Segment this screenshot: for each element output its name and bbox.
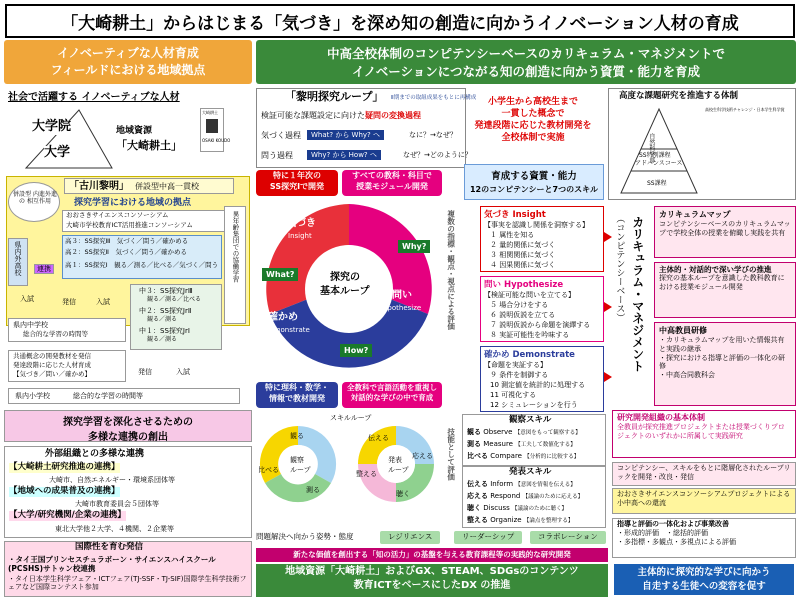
happyo-row-1: [467, 480, 576, 488]
shougaku-l2: 一貫した概念で: [501, 109, 565, 120]
callout-2: [342, 170, 442, 196]
happyo-row-1-desc: 【意図を情報を伝える】: [515, 482, 576, 488]
vert-label-2: 技能として評価: [446, 428, 456, 481]
deepen-line2: 多様な連携の創出: [88, 432, 168, 443]
cm-sub: （コンピテンシーベース）: [614, 214, 625, 322]
osaki-logo: [200, 108, 231, 152]
insight-item-4: ４ 因果関係に気づく: [490, 261, 556, 269]
shishitsu-box: [464, 164, 604, 200]
center-section-header: [256, 40, 796, 84]
shido-line1: ・形成的評価 ・総括的評価: [617, 529, 708, 538]
kizuku-kakei: 気づく過程: [261, 131, 301, 140]
loop-kizuki: 気づき: [286, 218, 316, 229]
happyo-row-2-desc: 【議論のために応える】: [522, 494, 584, 500]
kansatsu-row-2: [467, 440, 576, 448]
school-name: 「古川黎明」: [69, 181, 129, 192]
shishitsu-sub: 12のコンピテンシーと7つのスキル: [469, 185, 599, 194]
insight-head: 気づき Insight: [484, 210, 546, 220]
kizuku-q2: なに？→なぜ？: [409, 131, 457, 139]
callout-4-a: 全教科で言語活動を重視し: [347, 383, 437, 392]
deepen-header: [4, 410, 252, 442]
demo-item-12: 12 シミュレーションを行う: [490, 401, 578, 409]
shougaku-l4: 全校体制で実施: [501, 133, 565, 144]
kokusai-line1: ・タイ王国プリンセスチュラボーン・サイエンスハイスクール(PCSHS)サトゥン校連携: [8, 555, 216, 573]
loop-center-1: 探究の: [330, 272, 360, 283]
attitude-b: レジリエンス: [380, 531, 440, 544]
taisei-note-a: 高校生科学技術チャレンジ・日本学生科学賞: [705, 107, 785, 112]
ikou-box: [224, 206, 246, 324]
shougaku-l3: 発達段階に応じた教材開発を: [474, 121, 592, 132]
callout-2-b: 授業モジュール開発: [356, 181, 428, 191]
page-title-text: 「大崎耕土」からはじまる「気づき」を深め知の創造に向かうイノベーション人材の育成: [61, 13, 739, 34]
demo-box: [480, 346, 604, 412]
obs-center-1: 観察: [290, 456, 304, 464]
renkei-side-text: 併設型 内進外進の 相互作用: [13, 191, 57, 205]
gaibu-b1-sub: 大崎市、自然エネルギー・環境系団体等: [49, 476, 175, 484]
page-title: [5, 4, 795, 38]
pres-kiku: 聴く: [396, 490, 410, 498]
gaibu-b2-sub: 大崎市教育委員会５団体等: [75, 500, 159, 508]
kansatsu-row-1: [467, 428, 581, 436]
chuko-b2: ・探究における指導と評価の一体化の研修: [659, 353, 785, 371]
kyotsu-line2: 発達段階に応じた人材育成: [13, 361, 91, 369]
reimei-box: [256, 88, 477, 168]
taisei-notes: [705, 107, 793, 197]
loop-insight: Insight: [288, 232, 312, 240]
kennai-sho-label: 県内小学校: [15, 392, 50, 400]
loop-center-2: 基本ループ: [320, 286, 370, 297]
happyo-row-3-desc: 【議論のために聴く】: [512, 506, 568, 512]
bottom-line2: 教育ICTをベースにしたDX の推進: [353, 580, 511, 591]
resource-name: 「大崎耕土」: [116, 139, 182, 152]
left-header-line1: イノベーティブな人材育成: [57, 46, 199, 60]
demo-item-11: 11 可視化する: [490, 391, 537, 399]
kizuku-q: What? から Why? へ: [307, 130, 384, 140]
happyo-row-4-jp: 整える: [467, 516, 488, 524]
callout-1: [256, 170, 338, 196]
happyo-row-3-jp: 聴く: [467, 504, 481, 512]
callout-3-a: 特に理科・数学・: [265, 383, 329, 392]
callout-1-a: 特に１年次の: [273, 171, 321, 180]
hs-row-2: 高２：SS探究Ⅱ 気づく／問う／確かめる: [65, 248, 187, 256]
callout-3-b: 情報で教材開発: [269, 393, 325, 403]
osaki-sc-text: おおさきサイエンスコンソーシアムプロジェクトによる小中高への還流: [617, 490, 791, 508]
center-header-line1: 中高全校体制のコンピテンシーベースのカリキュラム・マネジメントで: [327, 46, 725, 61]
kyotsu-line1: 共通概念の開発教材を発信: [13, 352, 91, 360]
tou-q: Why? から How? へ: [307, 150, 381, 160]
final-line1: 主体的に探究的な学びに向かう: [637, 567, 771, 578]
obs-center-2: ループ: [290, 466, 311, 474]
hypo-box: [480, 276, 604, 342]
shutai-title: 主体的・対話的で深い学びの推進: [659, 265, 772, 274]
consortium-box: [62, 210, 246, 232]
insight-item-3: ３ 相関関係に気づく: [490, 251, 556, 259]
taisei-title: 高度な課題研究を推進する体制: [619, 91, 739, 101]
obs-miru: 観る: [290, 432, 304, 440]
vert-label-2-box: [444, 424, 458, 504]
arrow-to-cm-2: [604, 302, 612, 312]
happyo-row-1-en: Inform: [490, 480, 514, 488]
chi-text: 新たな価値を創出する「知の活力」の基盤を与える教育課程等の実践的な研究開発: [293, 550, 571, 559]
kenkyu-box: [612, 410, 796, 458]
renkei-label: 連携: [34, 264, 54, 274]
insight-box: [480, 206, 604, 272]
hypo-item-6: ６ 説明仮説を立てる: [490, 311, 556, 319]
kyotsu-line3: 【気づき／問い／確かめ】: [13, 370, 91, 378]
reimei-kensho: [261, 111, 421, 120]
reimei-note: Ⅱ期までの取組成果をもとに再構成: [391, 95, 477, 101]
attitude-bar: [256, 530, 608, 548]
pyramid-top: 自然科学部: [647, 133, 655, 163]
kokusai-box: [4, 541, 252, 597]
cm-map-title: カリキュラムマップ: [659, 210, 731, 219]
jhs-row-2-skills: 観る／測る: [147, 316, 178, 323]
cm-map-body: コンピテンシーベースのカリキュラムマップで学校全体の授業を俯瞰し実践を共有: [659, 220, 791, 237]
pyramid-mid2: アドバンスコース: [635, 160, 683, 167]
left-section-header: [4, 40, 252, 84]
hypo-intro: 【検証可能な問いを立てる】: [484, 291, 575, 299]
gaibu-b2: 【地域への成果普及の連携】: [9, 486, 120, 496]
left-header-line2: フィールドにおける地域拠点: [50, 62, 206, 77]
attitude-d: コラボレーション: [530, 531, 606, 544]
loop-toi: 問い: [392, 290, 412, 301]
vert-label-1: 複数の指標・観点・視点による評価: [446, 210, 456, 330]
reimei-kensho-red: 疑問の変換過程: [365, 111, 421, 120]
kennai-chu-box: [8, 318, 126, 342]
chuko-b1: ・カリキュラムマップを用いた情報共有と実践の継承: [659, 336, 785, 353]
pyramid-mid1: SS特別課程: [639, 152, 671, 159]
kyotsu-box: [8, 350, 126, 382]
happyo-row-4-en: Organize: [490, 516, 522, 524]
demo-head: 確かめ Demonstrate: [484, 350, 575, 360]
jhs-row-3: 中３：SS探究JrⅢ: [139, 287, 193, 295]
callout-3: [256, 382, 338, 408]
kengai-label: 県内外高校: [14, 241, 23, 276]
renkei-side-bubble: [8, 182, 60, 222]
cm-vertical: カリキュラム・マネジメント: [630, 216, 645, 372]
demo-item-10: 10 測定値を統計的に処理する: [490, 381, 586, 389]
bottom-bar: [256, 564, 608, 597]
school-name-box: [64, 178, 234, 194]
kansatsu-row-3-en: Compare: [490, 452, 522, 460]
nyushi-label-1: 入試: [20, 295, 34, 303]
jhs-row-1: 中１：SS探究JrⅠ: [139, 327, 190, 335]
kansatsu-row-2-en: Measure: [483, 440, 513, 448]
cm-vertical-box: [612, 206, 652, 406]
obs-hakaru: 測る: [306, 486, 320, 494]
daigaku-label: 大学: [44, 145, 71, 160]
insight-item-2: ２ 量的関係に気づく: [490, 241, 556, 249]
hypo-item-8: ８ 実証可能性を吟味する: [490, 331, 570, 339]
chuko-box: [654, 322, 796, 406]
hs-row-3: 高３：SS探究Ⅲ 気づく／問う／確かめる: [65, 237, 189, 245]
kennai-sho-box: [8, 388, 240, 404]
kansatsu-row-3-jp: 比べる: [467, 452, 488, 460]
ikou-label: 異年齢集団での協働学習: [231, 211, 240, 283]
kansatsu-row-3: [467, 452, 579, 460]
vert-label-1-box: [444, 200, 458, 370]
happyo-box: [462, 466, 606, 528]
osaki-logo-mark: [206, 119, 218, 133]
loop-why: Why?: [398, 240, 430, 253]
kokusai-line2: ・タイ日本学生科学フェア・ICTフェア(TJ-SSF・TJ-SIF)国際学生科学技術フェアなど国際コンテスト参加: [8, 575, 247, 592]
loop-how: How?: [340, 344, 372, 357]
nyushi-label-2: 入試: [96, 298, 110, 306]
callout-1-b: SS探究Ⅰで開発: [269, 181, 325, 191]
loop-hypo: Hypothesize: [378, 304, 422, 312]
callout-4-b: 対話的な学びの中で育成: [350, 393, 434, 403]
pres-center-1: 発表: [388, 456, 402, 464]
kokusai-title: 国際性を育む発信: [75, 542, 144, 552]
attitude-c: リーダーシップ: [454, 531, 522, 544]
pyramid-base: SS課程: [647, 180, 667, 187]
demo-item-9: ９ 条件を制御する: [490, 371, 549, 379]
osaki-logo-jp: 大崎耕土: [202, 110, 218, 115]
cm-map-box: [654, 206, 796, 258]
happyo-row-4: [467, 516, 573, 524]
jhs-row-2: 中２：SS探究JrⅡ: [139, 307, 192, 315]
gaibu-b1: 【大崎耕土研究推進の連携】: [9, 462, 120, 472]
hypo-item-7: ７ 説明仮説から命題を演繹する: [490, 321, 591, 329]
shido-line2: ・多指標・多観点・多視点による評価: [617, 538, 736, 547]
pres-tsutae: 伝える: [368, 434, 389, 442]
hypo-head: 問い Hypothesize: [484, 280, 564, 290]
society-label: 社会で活躍する イノベーティブな人材: [8, 92, 180, 103]
kansatsu-row-3-desc: 【分析的に比較する】: [524, 454, 580, 460]
happyo-title: 発表スキル: [509, 467, 552, 477]
hs-row-1: 高１：SS探究Ⅰ 観る／測る／比べる／気づく／問う: [65, 261, 219, 269]
kansatsu-title: 観察スキル: [509, 415, 552, 425]
gaibu-title: 外部組織との多様な連携: [45, 449, 145, 459]
kennai-sho-sub: 総合的な学習の時間等: [73, 392, 143, 400]
resource-label: 地域資源: [116, 126, 153, 136]
final-line2: 自走する生徒への変容を促す: [642, 580, 766, 592]
kennai-chu-label: 県内中学校: [13, 321, 48, 329]
reimei-kensho-text: 検証可能な課題設定に向けた: [261, 111, 365, 120]
happyo-row-2-jp: 応える: [467, 492, 488, 500]
kenkyu-title: 研究開発組織の基本体制: [617, 413, 705, 422]
osaki-logo-text: OSAKI KOUDO: [202, 138, 231, 143]
arrow-to-cm-1: [604, 232, 612, 242]
reimei-title: 「黎明探究ループ」: [285, 90, 384, 103]
tou-kakei: 問う過程: [261, 151, 293, 160]
hasshin-label-2: 発信: [138, 368, 152, 376]
school-type: 併設型中高一貫校: [135, 182, 199, 191]
consortium-label: おおさきサイエンスコンソーシアム: [66, 211, 169, 219]
happyo-row-2-en: Respond: [490, 492, 521, 500]
hs-rows-box: [62, 235, 222, 279]
jhs-row-3-skills: 観る／測る／比べる: [147, 296, 202, 303]
jhs-row-1-skills: 観る／測る: [147, 336, 178, 343]
comp-text: コンピテンシー、スキルをもとに階層化されたルーブリックを開発・改良・発信: [617, 464, 791, 482]
deepen-line1: 探究学習を深化させるための: [63, 417, 193, 428]
kansatsu-row-2-desc: 【工夫して数値化する】: [515, 442, 576, 448]
callout-2-a: すべての教科・科目で: [352, 171, 432, 180]
skill-loop-label: スキルループ: [330, 414, 372, 422]
attitude-a: 問題解決へ向かう姿勢・態度: [256, 532, 354, 541]
demo-intro: 【命題を実証する】: [484, 361, 547, 369]
kenkyu-body: 全教員が探究推進プロジェクトまたは授業づくりプロジェクトのいずれかに所属して実践研究: [617, 423, 785, 441]
consortium2-label: 大崎市学校教育ICT活用推進コンソーシアム: [66, 221, 193, 229]
happyo-row-1-jp: 伝える: [467, 480, 488, 488]
gaibu-box: [4, 446, 252, 538]
hypo-item-5: ５ 場合分けをする: [490, 301, 549, 309]
chi-bar: [256, 548, 608, 562]
kennai-chu-sub: 総合的な学習の時間等: [23, 330, 88, 338]
nyushi-label-3: 入試: [176, 368, 190, 376]
chuko-b3: ・中高合同教科会: [659, 371, 715, 379]
happyo-row-3: [467, 504, 567, 512]
happyo-row-2: [467, 492, 583, 500]
shougaku-box: [468, 96, 598, 164]
shido-box: [612, 518, 796, 558]
shougaku-l1: 小学生から高校生まで: [487, 97, 578, 107]
insight-intro: 【事実を認識し関係を洞察する】: [484, 221, 589, 229]
shishitsu-title: 育成する資質・能力: [491, 171, 577, 182]
comp-box: [612, 462, 796, 486]
tou-q2: なぜ？→どのように？: [403, 151, 472, 159]
final-box: [612, 562, 796, 597]
hub-label: 探究学習における地域の拠点: [74, 198, 192, 208]
kansatsu-row-1-en: Observe: [483, 428, 513, 436]
hasshin-label-1: 発信: [62, 298, 76, 306]
loop-tashikame: 確かめ: [268, 312, 298, 323]
pres-totonoe: 整える: [356, 470, 377, 478]
pres-center-2: ループ: [388, 466, 409, 474]
kansatsu-row-1-jp: 観る: [467, 428, 481, 436]
chuko-title: 中高教員研修: [659, 326, 707, 335]
shutai-box: [654, 262, 796, 318]
kengai-box: [8, 238, 28, 286]
loop-what: What?: [262, 268, 298, 281]
kansatsu-row-2-jp: 測る: [467, 440, 481, 448]
center-header-line2: イノベーションにつながる知の創造に向かう資質・能力を育成: [351, 63, 700, 79]
shido-title: 指導と評価の一体化および事業改善: [617, 520, 729, 528]
insight-item-1: １ 属性を知る: [490, 231, 535, 239]
gaibu-b3-sub: 東北大学他２大学、４機関、２企業等: [55, 525, 174, 533]
taisei-box: [608, 88, 796, 200]
osaki-sc-box: [612, 488, 796, 514]
jhs-rows-box: [130, 284, 222, 350]
shutai-body: 探究の基本ループを意識した教科教育における授業モジュール開発: [659, 274, 785, 291]
bottom-line1: 地域資源「大崎耕土」およびGX、STEAM、SDGsのコンテンツ: [285, 566, 579, 577]
kansatsu-box: [462, 414, 606, 466]
obs-kurabe: 比べる: [258, 466, 279, 474]
happyo-row-3-en: Discuss: [483, 504, 510, 512]
gaibu-b3: 【大学/研究機関/企業の連携】: [9, 510, 126, 520]
arrow-to-cm-3: [604, 372, 612, 382]
kansatsu-row-1-desc: 【意図をもって観察する】: [514, 430, 581, 436]
happyo-row-4-desc: 【論点を整理する】: [523, 518, 574, 524]
loop-demo: Demonstrate: [264, 326, 310, 334]
callout-4: [342, 382, 442, 408]
daigakuin-label: 大学院: [32, 119, 72, 134]
pres-kotae: 応える: [412, 452, 433, 460]
